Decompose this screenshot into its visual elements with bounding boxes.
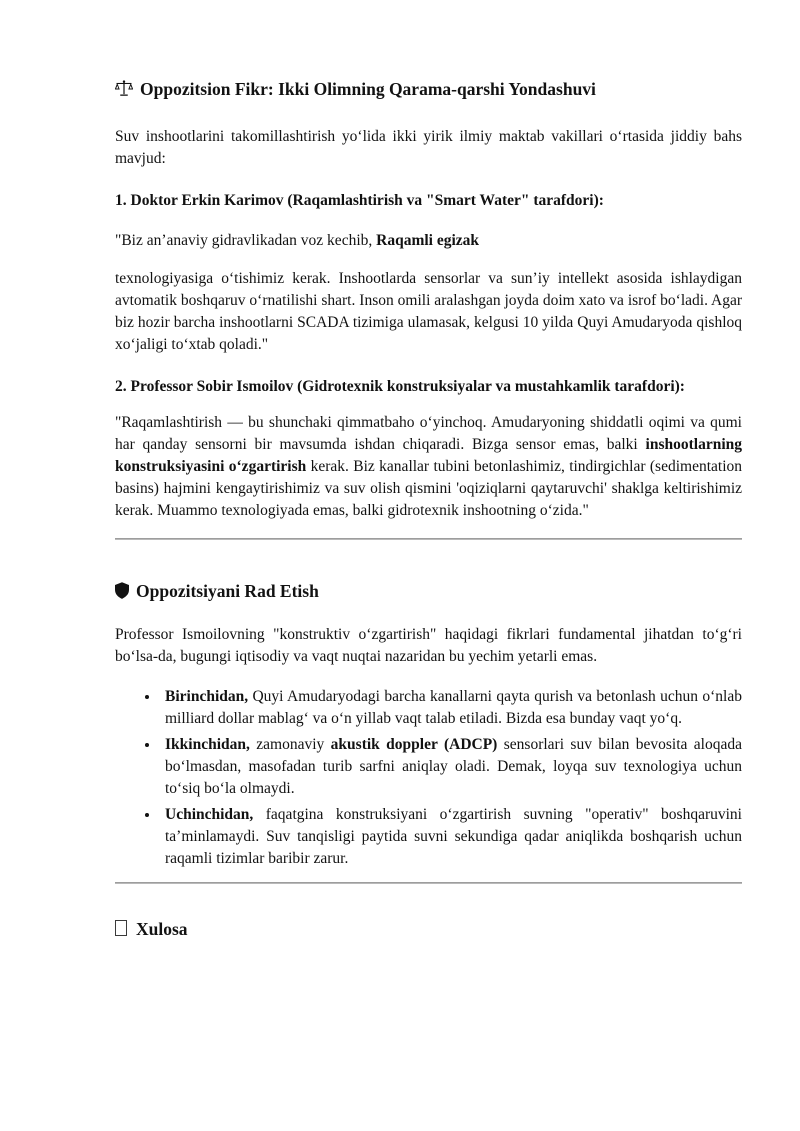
bullet-text: faqatgina konstruksiyani oʻzgartirish suvning "operativ" boshqaruvini ta’minlamaydi. Suv tanqisligi paytida suvni sekundiga qadar aniqlikda boshqarish uchun raqamli tizimlar baribir zarur. <box>165 806 742 867</box>
bullet-text: sensorlari suv bilan bevosita aloqada boʻlmasdan, masofadan turib sarfni aniqlay oladi. Demak, loyqa suv texnologiya uchun toʻsiq boʻla olmaydi. <box>165 736 742 797</box>
rebuttal-heading <box>115 580 742 604</box>
bullet-text: Quyi Amudaryodagi barcha kanallarni qayta qurish va betonlash uchun oʻnlab milliard dollar mablagʻ va oʻn yillab vaqt talab etiladi. Bizda esa bunday vaqt yoʻq. <box>165 688 742 727</box>
quote-bold-text: Raqamli egizak <box>376 232 480 249</box>
rebuttal-lead: Professor Ismoilovning "konstruktiv oʻzgartirish" haqidagi fikrlari fundamental jihatdan toʻgʻri boʻlsa-da, bugungi iqtisodiy va vaqt nuqtai nazaridan bu yechim yetarli emas. <box>115 626 742 665</box>
bullet-icon <box>145 813 149 817</box>
list-item <box>115 686 742 730</box>
bullet-bold-text: Uchinchidan, <box>165 806 254 823</box>
intro-paragraph: Suv inshootlarini takomillashtirish yoʻlida ikki yirik ilmiy maktab vakillari oʻrtasida jiddiy bahs mavjud: <box>115 128 742 167</box>
ismoilov-quote <box>115 412 742 522</box>
conclusion-heading-text: Xulosa <box>136 919 188 939</box>
shield-icon <box>115 582 129 604</box>
document-title <box>115 78 742 102</box>
list-item <box>115 734 742 800</box>
ismoilov-heading: 2. Professor Sobir Ismoilov (Gidrotexnik konstruksiyalar va mustahkamlik tarafdori): <box>115 378 685 395</box>
missing-glyph-icon <box>115 920 127 936</box>
bullet-icon <box>145 695 149 699</box>
quote-bold-text: inshootlarning konstruksiyasini oʻzgartirish <box>115 436 742 475</box>
bullet-bold-text: Birinchidan, <box>165 688 249 705</box>
list-item <box>115 804 742 870</box>
rebuttal-heading-text: Oppozitsiyani Rad Etish <box>136 581 319 601</box>
bullet-bold-text: Ikkinchidan, <box>165 736 250 753</box>
bullet-bold-text: akustik doppler (ADCP) <box>330 736 498 753</box>
document-title-text: Oppozitsion Fikr: Ikki Olimning Qarama-qarshi Yondashuvi <box>140 79 596 99</box>
karimov-quote-body: texnologiyasiga oʻtishimiz kerak. Inshootlarda sensorlar va sun’iy intellekt asosida ishlaydigan avtomatik boshqaruv oʻrnatilishi shart. Inson omili aralashgan joyda doim xato va isrof boʻladi. Agar biz hozir barcha inshootlarni SCADA tizimiga ulamasak, kelgusi 10 yilda Quyi Amudaryoda qishloq xoʻjaligi toʻxtab qoladi." <box>115 270 742 353</box>
bullet-text: zamonaviy <box>249 736 331 753</box>
karimov-heading: 1. Doktor Erkin Karimov (Raqamlashtirish va "Smart Water" tarafdori): <box>115 192 604 209</box>
quote-text: kerak. Biz kanallar tubini betonlashimiz, tindirgichlar (sedimentation basins) hajmini kengaytirishimiz va suv olish qismini 'oqiziqlarni qaytaruvchi' shaklga keltirishimiz kerak. Muammo texnologiyada emas, balki gidrotexnik inshootning oʻzida." <box>115 458 743 519</box>
conclusion-heading <box>115 918 742 940</box>
section-divider <box>115 882 742 884</box>
section-divider <box>115 538 742 540</box>
bullet-icon <box>145 743 149 747</box>
rebuttal-list <box>115 686 742 870</box>
quote-text: "Biz an’anaviy gidravlikadan voz kechib, <box>115 232 377 249</box>
quote-text: "Raqamlashtirish — bu shunchaki qimmatbaho oʻyinchoq. Amudaryoning shiddatli oqimi va qumi har qanday sensorni bir mavsumda ishdan chiqaradi. Bizga sensor emas, balki <box>115 414 742 453</box>
scales-icon <box>115 80 133 102</box>
karimov-quote-open <box>115 230 742 252</box>
